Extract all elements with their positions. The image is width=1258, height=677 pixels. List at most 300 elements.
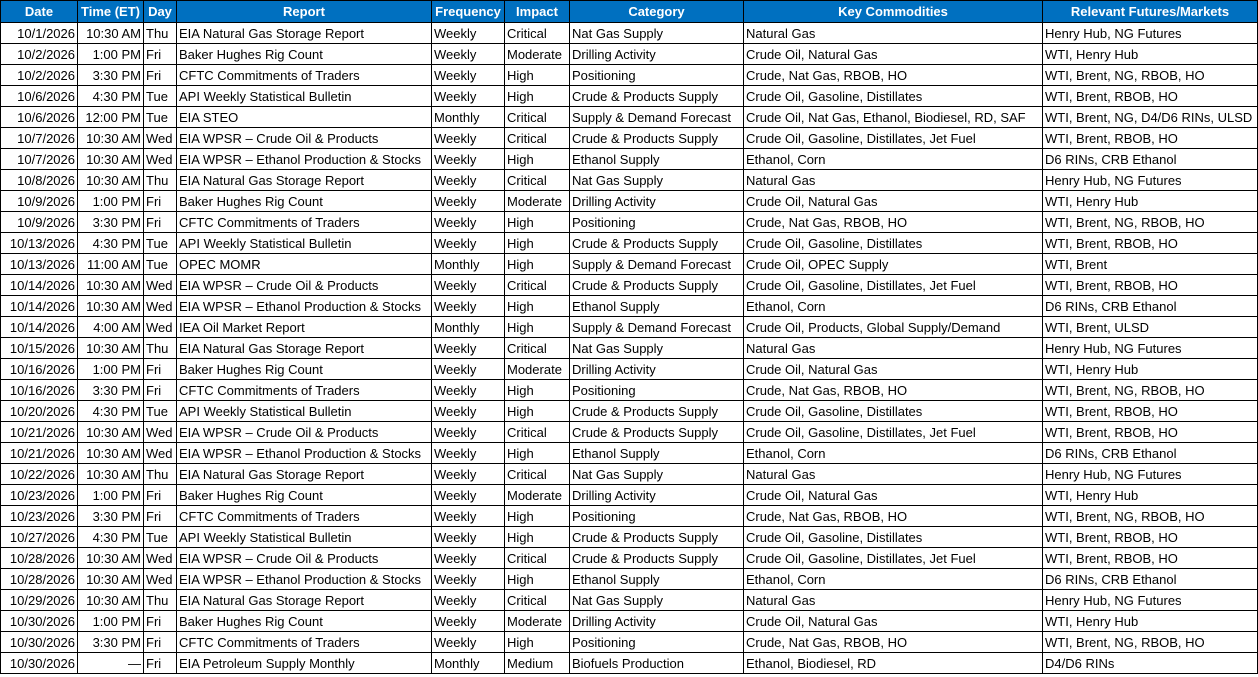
cell-time[interactable]: 4:30 PM <box>78 527 144 548</box>
cell-time[interactable]: 3:30 PM <box>78 506 144 527</box>
cell-impact[interactable]: High <box>505 212 570 233</box>
cell-day[interactable]: Thu <box>144 464 177 485</box>
cell-frequency[interactable]: Weekly <box>432 338 505 359</box>
table-row <box>1 275 1258 296</box>
cell-category[interactable]: Crude & Products Supply <box>570 527 744 548</box>
table-row <box>1 359 1258 380</box>
cell-time[interactable]: 10:30 AM <box>78 548 144 569</box>
cell-time[interactable]: 10:30 AM <box>78 128 144 149</box>
cell-relevant-futures[interactable]: WTI, Henry Hub <box>1043 191 1258 212</box>
cell-report[interactable]: Baker Hughes Rig Count <box>177 485 432 506</box>
cell-relevant-futures[interactable]: WTI, Brent, RBOB, HO <box>1043 422 1258 443</box>
col-header-time[interactable]: Time (ET) <box>78 1 144 23</box>
cell-impact[interactable]: High <box>505 380 570 401</box>
cell-day[interactable]: Fri <box>144 632 177 653</box>
cell-key-commodities[interactable]: Crude Oil, Gasoline, Distillates <box>744 527 1043 548</box>
cell-frequency[interactable]: Weekly <box>432 548 505 569</box>
cell-category[interactable]: Crude & Products Supply <box>570 548 744 569</box>
cell-key-commodities[interactable]: Ethanol, Corn <box>744 443 1043 464</box>
cell-key-commodities[interactable]: Crude Oil, Gasoline, Distillates <box>744 233 1043 254</box>
cell-date[interactable]: 10/27/2026 <box>1 527 78 548</box>
cell-relevant-futures[interactable]: WTI, Brent, NG, RBOB, HO <box>1043 506 1258 527</box>
cell-category[interactable]: Drilling Activity <box>570 611 744 632</box>
cell-key-commodities[interactable]: Ethanol, Corn <box>744 149 1043 170</box>
cell-report[interactable]: EIA Natural Gas Storage Report <box>177 464 432 485</box>
cell-key-commodities[interactable]: Crude Oil, Gasoline, Distillates <box>744 401 1043 422</box>
cell-category[interactable]: Crude & Products Supply <box>570 401 744 422</box>
cell-time[interactable]: 1:00 PM <box>78 359 144 380</box>
cell-day[interactable]: Wed <box>144 569 177 590</box>
cell-date[interactable]: 10/2/2026 <box>1 44 78 65</box>
cell-date[interactable]: 10/30/2026 <box>1 653 78 674</box>
cell-category[interactable]: Positioning <box>570 65 744 86</box>
cell-impact[interactable]: High <box>505 317 570 338</box>
cell-key-commodities[interactable]: Natural Gas <box>744 170 1043 191</box>
cell-category[interactable]: Nat Gas Supply <box>570 464 744 485</box>
cell-key-commodities[interactable]: Crude Oil, Nat Gas, Ethanol, Biodiesel, RD, SAF <box>744 107 1043 128</box>
cell-report[interactable]: EIA STEO <box>177 107 432 128</box>
cell-category[interactable]: Positioning <box>570 506 744 527</box>
cell-date[interactable]: 10/6/2026 <box>1 107 78 128</box>
cell-relevant-futures[interactable]: WTI, Henry Hub <box>1043 44 1258 65</box>
cell-impact[interactable]: Critical <box>505 590 570 611</box>
col-header-date[interactable]: Date <box>1 1 78 23</box>
cell-category[interactable]: Biofuels Production <box>570 653 744 674</box>
cell-date[interactable]: 10/14/2026 <box>1 296 78 317</box>
cell-day[interactable]: Fri <box>144 359 177 380</box>
cell-category[interactable]: Drilling Activity <box>570 191 744 212</box>
cell-impact[interactable]: Critical <box>505 170 570 191</box>
cell-key-commodities[interactable]: Crude Oil, Natural Gas <box>744 191 1043 212</box>
cell-report[interactable]: EIA WPSR – Ethanol Production & Stocks <box>177 443 432 464</box>
cell-day[interactable]: Wed <box>144 317 177 338</box>
cell-relevant-futures[interactable]: WTI, Brent, RBOB, HO <box>1043 233 1258 254</box>
cell-frequency[interactable]: Weekly <box>432 296 505 317</box>
cell-frequency[interactable]: Monthly <box>432 254 505 275</box>
cell-date[interactable]: 10/14/2026 <box>1 317 78 338</box>
cell-relevant-futures[interactable]: WTI, Brent, RBOB, HO <box>1043 275 1258 296</box>
table-row <box>1 296 1258 317</box>
cell-impact[interactable]: Critical <box>505 422 570 443</box>
cell-key-commodities[interactable]: Crude Oil, Gasoline, Distillates, Jet Fuel <box>744 128 1043 149</box>
cell-date[interactable]: 10/16/2026 <box>1 359 78 380</box>
cell-key-commodities[interactable]: Natural Gas <box>744 590 1043 611</box>
cell-impact[interactable]: Moderate <box>505 485 570 506</box>
cell-time[interactable]: 3:30 PM <box>78 212 144 233</box>
cell-relevant-futures[interactable]: WTI, Brent, NG, RBOB, HO <box>1043 212 1258 233</box>
col-header-day[interactable]: Day <box>144 1 177 23</box>
cell-frequency[interactable]: Weekly <box>432 233 505 254</box>
cell-date[interactable]: 10/6/2026 <box>1 86 78 107</box>
cell-relevant-futures[interactable]: WTI, Brent, NG, D4/D6 RINs, ULSD <box>1043 107 1258 128</box>
cell-report[interactable]: CFTC Commitments of Traders <box>177 65 432 86</box>
cell-report[interactable]: CFTC Commitments of Traders <box>177 380 432 401</box>
cell-time[interactable]: 4:30 PM <box>78 86 144 107</box>
table-row <box>1 548 1258 569</box>
cell-day[interactable]: Wed <box>144 275 177 296</box>
cell-date[interactable]: 10/14/2026 <box>1 275 78 296</box>
cell-date[interactable]: 10/9/2026 <box>1 212 78 233</box>
cell-relevant-futures[interactable]: D6 RINs, CRB Ethanol <box>1043 149 1258 170</box>
cell-relevant-futures[interactable]: Henry Hub, NG Futures <box>1043 464 1258 485</box>
cell-day[interactable]: Tue <box>144 527 177 548</box>
cell-relevant-futures[interactable]: WTI, Henry Hub <box>1043 485 1258 506</box>
cell-frequency[interactable]: Weekly <box>432 23 505 44</box>
cell-key-commodities[interactable]: Crude, Nat Gas, RBOB, HO <box>744 212 1043 233</box>
cell-date[interactable]: 10/30/2026 <box>1 611 78 632</box>
cell-category[interactable]: Drilling Activity <box>570 485 744 506</box>
cell-relevant-futures[interactable]: WTI, Brent, NG, RBOB, HO <box>1043 632 1258 653</box>
cell-key-commodities[interactable]: Ethanol, Corn <box>744 569 1043 590</box>
cell-frequency[interactable]: Weekly <box>432 149 505 170</box>
cell-date[interactable]: 10/29/2026 <box>1 590 78 611</box>
cell-category[interactable]: Ethanol Supply <box>570 443 744 464</box>
cell-time[interactable]: 4:00 AM <box>78 317 144 338</box>
cell-impact[interactable]: Critical <box>505 338 570 359</box>
cell-report[interactable]: CFTC Commitments of Traders <box>177 632 432 653</box>
cell-time[interactable]: 10:30 AM <box>78 23 144 44</box>
cell-report[interactable]: Baker Hughes Rig Count <box>177 611 432 632</box>
cell-category[interactable]: Crude & Products Supply <box>570 86 744 107</box>
cell-frequency[interactable]: Weekly <box>432 569 505 590</box>
cell-frequency[interactable]: Weekly <box>432 443 505 464</box>
cell-relevant-futures[interactable]: D6 RINs, CRB Ethanol <box>1043 569 1258 590</box>
cell-day[interactable]: Fri <box>144 212 177 233</box>
cell-relevant-futures[interactable]: WTI, Brent, RBOB, HO <box>1043 401 1258 422</box>
cell-impact[interactable]: High <box>505 296 570 317</box>
cell-date[interactable]: 10/21/2026 <box>1 422 78 443</box>
cell-date[interactable]: 10/7/2026 <box>1 128 78 149</box>
cell-category[interactable]: Supply & Demand Forecast <box>570 107 744 128</box>
table-row <box>1 611 1258 632</box>
cell-day[interactable]: Tue <box>144 401 177 422</box>
table-row <box>1 506 1258 527</box>
cell-date[interactable]: 10/2/2026 <box>1 65 78 86</box>
cell-time[interactable]: 1:00 PM <box>78 485 144 506</box>
cell-impact[interactable]: Moderate <box>505 359 570 380</box>
cell-frequency[interactable]: Weekly <box>432 65 505 86</box>
cell-report[interactable]: Baker Hughes Rig Count <box>177 359 432 380</box>
cell-day[interactable]: Fri <box>144 191 177 212</box>
cell-date[interactable]: 10/22/2026 <box>1 464 78 485</box>
cell-time[interactable]: 10:30 AM <box>78 296 144 317</box>
cell-report[interactable]: EIA WPSR – Ethanol Production & Stocks <box>177 296 432 317</box>
cell-time[interactable]: 10:30 AM <box>78 275 144 296</box>
cell-impact[interactable]: High <box>505 254 570 275</box>
cell-report[interactable]: EIA WPSR – Crude Oil & Products <box>177 548 432 569</box>
cell-key-commodities[interactable]: Crude Oil, OPEC Supply <box>744 254 1043 275</box>
cell-category[interactable]: Drilling Activity <box>570 359 744 380</box>
cell-day[interactable]: Thu <box>144 23 177 44</box>
cell-key-commodities[interactable]: Crude Oil, Gasoline, Distillates, Jet Fuel <box>744 422 1043 443</box>
cell-relevant-futures[interactable]: D6 RINs, CRB Ethanol <box>1043 443 1258 464</box>
cell-relevant-futures[interactable]: WTI, Brent <box>1043 254 1258 275</box>
cell-category[interactable]: Positioning <box>570 212 744 233</box>
cell-relevant-futures[interactable]: WTI, Brent, ULSD <box>1043 317 1258 338</box>
cell-relevant-futures[interactable]: Henry Hub, NG Futures <box>1043 23 1258 44</box>
table-row <box>1 422 1258 443</box>
cell-report[interactable]: EIA WPSR – Ethanol Production & Stocks <box>177 569 432 590</box>
cell-impact[interactable]: Critical <box>505 23 570 44</box>
cell-frequency[interactable]: Weekly <box>432 44 505 65</box>
cell-impact[interactable]: Medium <box>505 653 570 674</box>
cell-time[interactable]: 10:30 AM <box>78 338 144 359</box>
cell-frequency[interactable]: Weekly <box>432 632 505 653</box>
cell-report[interactable]: CFTC Commitments of Traders <box>177 212 432 233</box>
cell-relevant-futures[interactable]: D6 RINs, CRB Ethanol <box>1043 296 1258 317</box>
cell-relevant-futures[interactable]: Henry Hub, NG Futures <box>1043 338 1258 359</box>
cell-relevant-futures[interactable]: WTI, Brent, NG, RBOB, HO <box>1043 380 1258 401</box>
cell-frequency[interactable]: Weekly <box>432 86 505 107</box>
cell-day[interactable]: Fri <box>144 65 177 86</box>
cell-report[interactable]: CFTC Commitments of Traders <box>177 506 432 527</box>
cell-frequency[interactable]: Weekly <box>432 170 505 191</box>
cell-frequency[interactable]: Weekly <box>432 401 505 422</box>
cell-category[interactable]: Crude & Products Supply <box>570 275 744 296</box>
cell-day[interactable]: Fri <box>144 653 177 674</box>
cell-category[interactable]: Nat Gas Supply <box>570 23 744 44</box>
cell-impact[interactable]: Critical <box>505 128 570 149</box>
table-row <box>1 401 1258 422</box>
table-row <box>1 464 1258 485</box>
cell-report[interactable]: IEA Oil Market Report <box>177 317 432 338</box>
cell-category[interactable]: Ethanol Supply <box>570 296 744 317</box>
cell-date[interactable]: 10/21/2026 <box>1 443 78 464</box>
table-row <box>1 107 1258 128</box>
col-header-category[interactable]: Category <box>570 1 744 23</box>
cell-relevant-futures[interactable]: WTI, Brent, RBOB, HO <box>1043 86 1258 107</box>
cell-key-commodities[interactable]: Crude Oil, Products, Global Supply/Demand <box>744 317 1043 338</box>
cell-impact[interactable]: Critical <box>505 107 570 128</box>
cell-day[interactable]: Tue <box>144 107 177 128</box>
cell-frequency[interactable]: Weekly <box>432 485 505 506</box>
cell-category[interactable]: Crude & Products Supply <box>570 128 744 149</box>
cell-date[interactable]: 10/13/2026 <box>1 254 78 275</box>
cell-time[interactable]: 10:30 AM <box>78 149 144 170</box>
cell-time[interactable]: 1:00 PM <box>78 44 144 65</box>
cell-impact[interactable]: High <box>505 233 570 254</box>
cell-key-commodities[interactable]: Crude Oil, Natural Gas <box>744 485 1043 506</box>
cell-report[interactable]: EIA WPSR – Crude Oil & Products <box>177 128 432 149</box>
cell-category[interactable]: Supply & Demand Forecast <box>570 317 744 338</box>
cell-date[interactable]: 10/8/2026 <box>1 170 78 191</box>
cell-relevant-futures[interactable]: WTI, Henry Hub <box>1043 359 1258 380</box>
cell-report[interactable]: OPEC MOMR <box>177 254 432 275</box>
cell-time[interactable]: 4:30 PM <box>78 401 144 422</box>
cell-impact[interactable]: High <box>505 401 570 422</box>
cell-date[interactable]: 10/20/2026 <box>1 401 78 422</box>
cell-impact[interactable]: Critical <box>505 464 570 485</box>
cell-impact[interactable]: High <box>505 65 570 86</box>
cell-report[interactable]: EIA Natural Gas Storage Report <box>177 338 432 359</box>
cell-impact[interactable]: High <box>505 632 570 653</box>
cell-key-commodities[interactable]: Natural Gas <box>744 338 1043 359</box>
cell-category[interactable]: Drilling Activity <box>570 44 744 65</box>
cell-key-commodities[interactable]: Crude Oil, Natural Gas <box>744 611 1043 632</box>
cell-key-commodities[interactable]: Ethanol, Corn <box>744 296 1043 317</box>
cell-time[interactable]: 12:00 PM <box>78 107 144 128</box>
cell-report[interactable]: EIA Natural Gas Storage Report <box>177 23 432 44</box>
cell-time[interactable]: — <box>78 653 144 674</box>
cell-report[interactable]: API Weekly Statistical Bulletin <box>177 233 432 254</box>
cell-frequency[interactable]: Weekly <box>432 191 505 212</box>
cell-frequency[interactable]: Weekly <box>432 527 505 548</box>
col-header-impact[interactable]: Impact <box>505 1 570 23</box>
cell-impact[interactable]: Moderate <box>505 44 570 65</box>
table-row <box>1 149 1258 170</box>
cell-category[interactable]: Nat Gas Supply <box>570 170 744 191</box>
cell-time[interactable]: 10:30 AM <box>78 422 144 443</box>
cell-relevant-futures[interactable]: Henry Hub, NG Futures <box>1043 170 1258 191</box>
cell-relevant-futures[interactable]: WTI, Brent, RBOB, HO <box>1043 128 1258 149</box>
cell-key-commodities[interactable]: Crude Oil, Gasoline, Distillates, Jet Fuel <box>744 275 1043 296</box>
cell-time[interactable]: 10:30 AM <box>78 443 144 464</box>
cell-frequency[interactable]: Monthly <box>432 653 505 674</box>
cell-frequency[interactable]: Weekly <box>432 212 505 233</box>
cell-frequency[interactable]: Weekly <box>432 275 505 296</box>
table-row <box>1 233 1258 254</box>
cell-key-commodities[interactable]: Crude Oil, Natural Gas <box>744 44 1043 65</box>
cell-day[interactable]: Wed <box>144 443 177 464</box>
cell-report[interactable]: EIA WPSR – Crude Oil & Products <box>177 422 432 443</box>
cell-category[interactable]: Positioning <box>570 632 744 653</box>
cell-day[interactable]: Wed <box>144 149 177 170</box>
cell-day[interactable]: Wed <box>144 548 177 569</box>
cell-impact[interactable]: High <box>505 443 570 464</box>
cell-report[interactable]: Baker Hughes Rig Count <box>177 191 432 212</box>
cell-time[interactable]: 3:30 PM <box>78 380 144 401</box>
cell-day[interactable]: Thu <box>144 170 177 191</box>
cell-key-commodities[interactable]: Ethanol, Biodiesel, RD <box>744 653 1043 674</box>
cell-time[interactable]: 3:30 PM <box>78 65 144 86</box>
cell-report[interactable]: EIA WPSR – Crude Oil & Products <box>177 275 432 296</box>
cell-day[interactable]: Tue <box>144 254 177 275</box>
cell-day[interactable]: Thu <box>144 338 177 359</box>
cell-impact[interactable]: High <box>505 149 570 170</box>
cell-date[interactable]: 10/9/2026 <box>1 191 78 212</box>
cell-report[interactable]: EIA Natural Gas Storage Report <box>177 590 432 611</box>
cell-category[interactable]: Nat Gas Supply <box>570 590 744 611</box>
cell-time[interactable]: 10:30 AM <box>78 569 144 590</box>
cell-frequency[interactable]: Weekly <box>432 506 505 527</box>
cell-impact[interactable]: High <box>505 569 570 590</box>
col-header-frequency[interactable]: Frequency <box>432 1 505 23</box>
cell-time[interactable]: 10:30 AM <box>78 170 144 191</box>
cell-relevant-futures[interactable]: D4/D6 RINs <box>1043 653 1258 674</box>
cell-time[interactable]: 1:00 PM <box>78 611 144 632</box>
cell-report[interactable]: API Weekly Statistical Bulletin <box>177 86 432 107</box>
cell-report[interactable]: API Weekly Statistical Bulletin <box>177 401 432 422</box>
cell-category[interactable]: Crude & Products Supply <box>570 422 744 443</box>
cell-key-commodities[interactable]: Crude Oil, Gasoline, Distillates <box>744 86 1043 107</box>
cell-impact[interactable]: Critical <box>505 275 570 296</box>
cell-report[interactable]: EIA WPSR – Ethanol Production & Stocks <box>177 149 432 170</box>
cell-time[interactable]: 3:30 PM <box>78 632 144 653</box>
cell-category[interactable]: Crude & Products Supply <box>570 233 744 254</box>
cell-frequency[interactable]: Monthly <box>432 107 505 128</box>
cell-key-commodities[interactable]: Crude, Nat Gas, RBOB, HO <box>744 65 1043 86</box>
cell-day[interactable]: Fri <box>144 611 177 632</box>
cell-key-commodities[interactable]: Crude, Nat Gas, RBOB, HO <box>744 506 1043 527</box>
cell-report[interactable]: EIA Natural Gas Storage Report <box>177 170 432 191</box>
cell-day[interactable]: Thu <box>144 590 177 611</box>
cell-day[interactable]: Fri <box>144 485 177 506</box>
cell-frequency[interactable]: Weekly <box>432 611 505 632</box>
cell-relevant-futures[interactable]: Henry Hub, NG Futures <box>1043 590 1258 611</box>
cell-category[interactable]: Ethanol Supply <box>570 569 744 590</box>
cell-impact[interactable]: Moderate <box>505 611 570 632</box>
cell-key-commodities[interactable]: Natural Gas <box>744 23 1043 44</box>
cell-date[interactable]: 10/15/2026 <box>1 338 78 359</box>
cell-impact[interactable]: Moderate <box>505 191 570 212</box>
cell-date[interactable]: 10/28/2026 <box>1 548 78 569</box>
cell-impact[interactable]: High <box>505 86 570 107</box>
cell-impact[interactable]: High <box>505 506 570 527</box>
col-header-key-commodities[interactable]: Key Commodities <box>744 1 1043 23</box>
cell-day[interactable]: Wed <box>144 296 177 317</box>
col-header-report[interactable]: Report <box>177 1 432 23</box>
cell-frequency[interactable]: Weekly <box>432 464 505 485</box>
cell-time[interactable]: 4:30 PM <box>78 233 144 254</box>
cell-category[interactable]: Ethanol Supply <box>570 149 744 170</box>
cell-time[interactable]: 11:00 AM <box>78 254 144 275</box>
cell-frequency[interactable]: Weekly <box>432 359 505 380</box>
cell-report[interactable]: API Weekly Statistical Bulletin <box>177 527 432 548</box>
cell-frequency[interactable]: Weekly <box>432 128 505 149</box>
cell-relevant-futures[interactable]: WTI, Brent, NG, RBOB, HO <box>1043 65 1258 86</box>
cell-date[interactable]: 10/1/2026 <box>1 23 78 44</box>
cell-category[interactable]: Supply & Demand Forecast <box>570 254 744 275</box>
cell-category[interactable]: Nat Gas Supply <box>570 338 744 359</box>
cell-day[interactable]: Tue <box>144 86 177 107</box>
cell-frequency[interactable]: Weekly <box>432 590 505 611</box>
cell-report[interactable]: Baker Hughes Rig Count <box>177 44 432 65</box>
cell-frequency[interactable]: Weekly <box>432 380 505 401</box>
cell-impact[interactable]: Critical <box>505 548 570 569</box>
cell-relevant-futures[interactable]: WTI, Brent, RBOB, HO <box>1043 527 1258 548</box>
col-header-relevant-futures[interactable]: Relevant Futures/Markets <box>1043 1 1258 23</box>
cell-key-commodities[interactable]: Crude, Nat Gas, RBOB, HO <box>744 632 1043 653</box>
cell-time[interactable]: 1:00 PM <box>78 191 144 212</box>
cell-key-commodities[interactable]: Crude Oil, Gasoline, Distillates, Jet Fuel <box>744 548 1043 569</box>
cell-day[interactable]: Fri <box>144 380 177 401</box>
cell-date[interactable]: 10/28/2026 <box>1 569 78 590</box>
cell-relevant-futures[interactable]: WTI, Brent, RBOB, HO <box>1043 548 1258 569</box>
cell-key-commodities[interactable]: Crude, Nat Gas, RBOB, HO <box>744 380 1043 401</box>
cell-time[interactable]: 10:30 AM <box>78 464 144 485</box>
cell-frequency[interactable]: Monthly <box>432 317 505 338</box>
cell-date[interactable]: 10/13/2026 <box>1 233 78 254</box>
cell-day[interactable]: Wed <box>144 422 177 443</box>
cell-date[interactable]: 10/23/2026 <box>1 506 78 527</box>
cell-frequency[interactable]: Weekly <box>432 422 505 443</box>
cell-key-commodities[interactable]: Natural Gas <box>744 464 1043 485</box>
cell-date[interactable]: 10/7/2026 <box>1 149 78 170</box>
cell-date[interactable]: 10/16/2026 <box>1 380 78 401</box>
cell-report[interactable]: EIA Petroleum Supply Monthly <box>177 653 432 674</box>
cell-date[interactable]: 10/23/2026 <box>1 485 78 506</box>
cell-date[interactable]: 10/30/2026 <box>1 632 78 653</box>
cell-impact[interactable]: High <box>505 527 570 548</box>
cell-category[interactable]: Positioning <box>570 380 744 401</box>
cell-day[interactable]: Fri <box>144 44 177 65</box>
cell-day[interactable]: Fri <box>144 506 177 527</box>
cell-key-commodities[interactable]: Crude Oil, Natural Gas <box>744 359 1043 380</box>
cell-day[interactable]: Tue <box>144 233 177 254</box>
cell-day[interactable]: Wed <box>144 128 177 149</box>
cell-time[interactable]: 10:30 AM <box>78 590 144 611</box>
cell-relevant-futures[interactable]: WTI, Henry Hub <box>1043 611 1258 632</box>
